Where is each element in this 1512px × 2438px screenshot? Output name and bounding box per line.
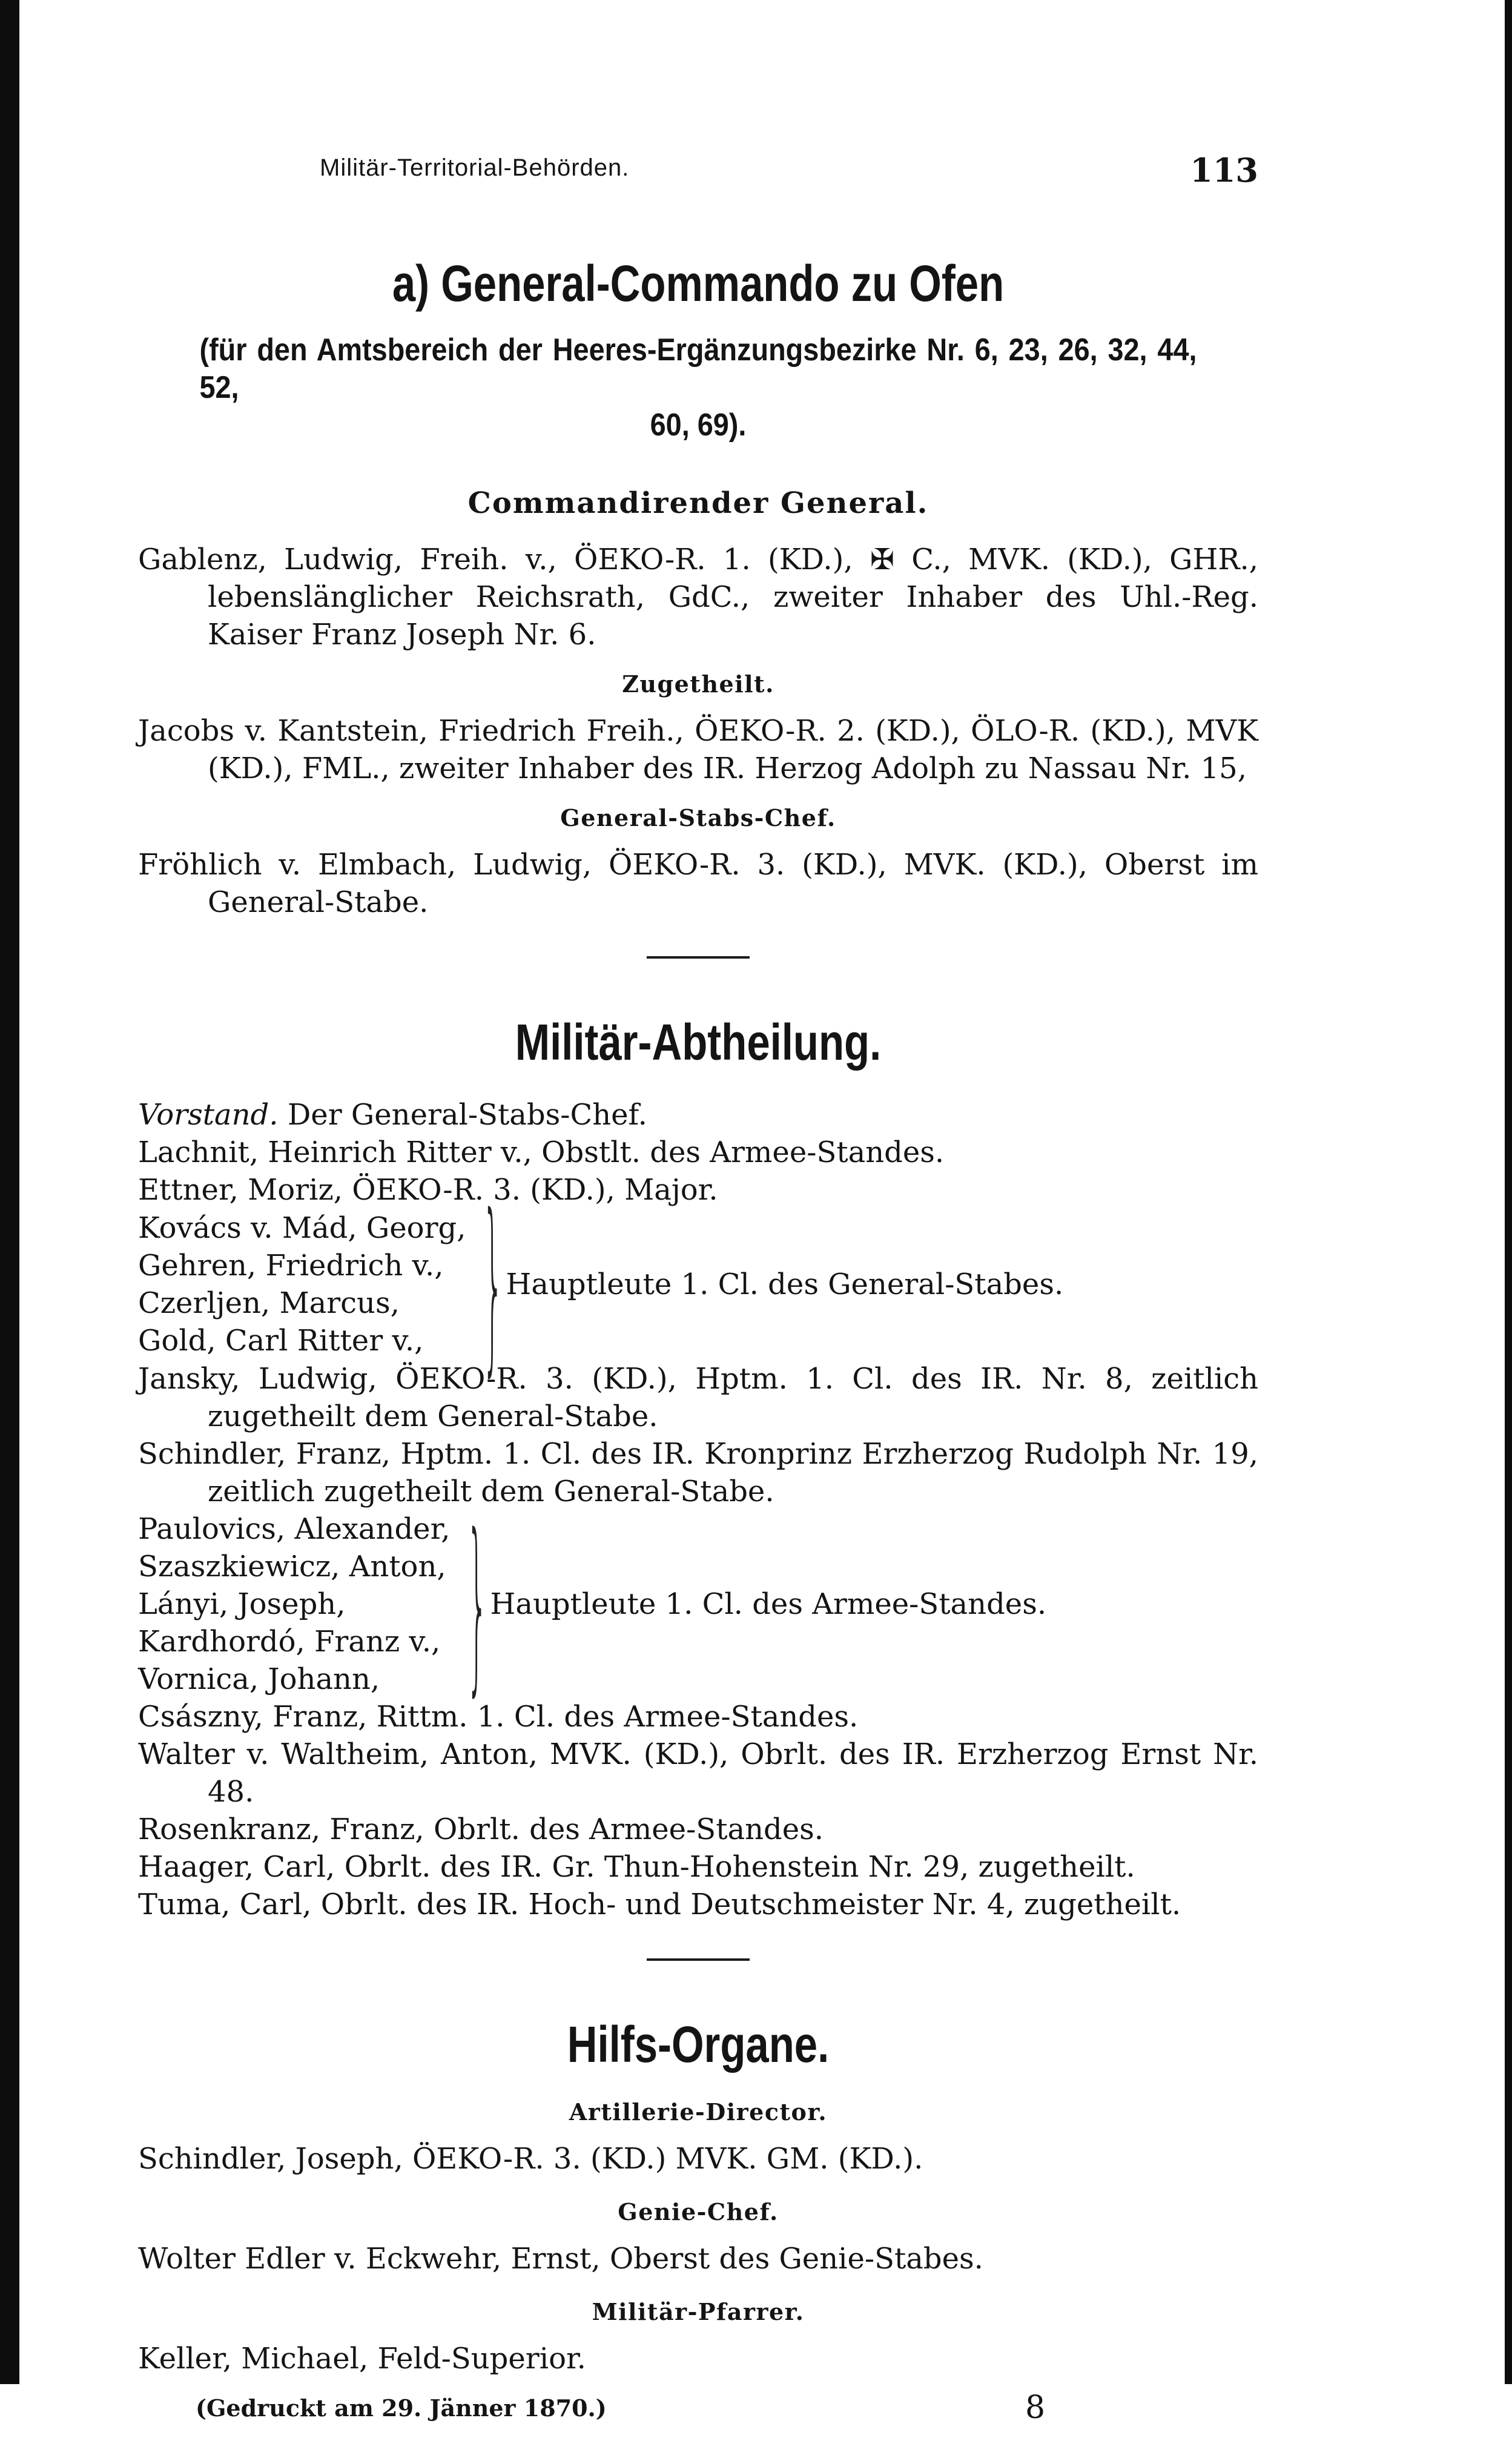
section-divider [647, 956, 750, 959]
engineer-chief-entry: Wolter Edler v. Eckwehr, Ernst, Oberst des Genie-Stabes. [138, 2242, 983, 2276]
list-item: Rosenkranz, Franz, Obrlt. des Armee-Standes. [138, 1812, 824, 1846]
list-item: Lachnit, Heinrich Ritter v., Obstlt. des Armee-Standes. [138, 1135, 945, 1169]
list-item: Czerljen, Marcus, [138, 1286, 400, 1320]
list-item: Tuma, Carl, Obrlt. des IR. Hoch- und Deutschmeister Nr. 4, zugetheilt. [138, 1888, 1181, 1921]
list-item: Kovács v. Mád, Georg, [138, 1211, 466, 1245]
chief-of-staff-entry: Fröhlich v. Elmbach, Ludwig, ÖEKO-R. 3. (KD.), MVK. (KD.), Oberst im General-Stabe. [138, 848, 1258, 919]
commanding-general-entry: Gablenz, Ludwig, Freih. v., ÖEKO-R. 1. (KD.), ✠ C., MVK. (KD.), GHR., lebenslänglicher Reichsrath, GdC., zweiter Inhaber des Uhl.-Reg. Kaiser Franz Joseph Nr. 6. [138, 543, 1258, 652]
attached-entry: Jacobs v. Kantstein, Friedrich Freih., ÖEKO-R. 2. (KD.), ÖLO-R. (KD.), MVK (KD.), FML., zweiter Inhaber des IR. Herzog Adolph zu Nassau Nr. 15, [138, 714, 1258, 785]
engineer-chief-heading: Genie-Chef. [618, 2198, 779, 2225]
scan-right-edge [1505, 0, 1512, 2384]
list-item: Szaszkiewicz, Anton, [138, 1550, 446, 1584]
list-item: Paulovics, Alexander, [138, 1512, 451, 1546]
list-item: Schindler, Franz, Hptm. 1. Cl. des IR. Kronprinz Erzherzog Rudolph Nr. 19, zeitlich zugetheilt dem General-Stabe. [138, 1437, 1258, 1508]
military-chaplain-heading: Militär-Pfarrer. [592, 2298, 805, 2325]
section-a-subtitle-line1: (für den Amtsbereich der Heeres-Ergänzungsbezirke Nr. 6, 23, 26, 32, 44, 52, [199, 332, 1197, 405]
auxiliary-organs-title: Hilfs-Organe. [567, 2016, 830, 2073]
list-item: Ettner, Moriz, ÖEKO-R. 3. (KD.), Major. [138, 1173, 718, 1207]
running-title: Militär-Territorial-Behörden. [320, 154, 630, 181]
chief-of-staff-heading: General-Stabs-Chef. [560, 804, 836, 831]
list-item: Walter v. Waltheim, Anton, MVK. (KD.), Obrlt. des IR. Erzherzog Ernst Nr. 48. [138, 1737, 1258, 1809]
list-item: Gehren, Friedrich v., [138, 1249, 444, 1283]
department-head-entry [138, 1096, 1258, 1134]
signature-mark: 8 [1025, 2390, 1046, 2426]
scan-left-edge [0, 0, 19, 2384]
page-footer [138, 2390, 1258, 2438]
document-page [138, 151, 1258, 2438]
list-item: Vornica, Johann, [138, 1662, 380, 1696]
group-names [138, 1510, 451, 1698]
list-item: Lányi, Joseph, [138, 1587, 346, 1621]
commanding-general-heading: Commandirender General. [467, 486, 929, 520]
attached-heading: Zugetheilt. [622, 670, 774, 698]
list-item: Jansky, Ludwig, ÖEKO-R. 3. (KD.), Hptm. 1. Cl. des IR. Nr. 8, zeitlich zugetheilt dem General-Stabe. [138, 1362, 1258, 1433]
artillery-director-heading: Artillerie-Director. [569, 2098, 828, 2126]
list-item: Császny, Franz, Rittm. 1. Cl. des Armee-Standes. [138, 1700, 859, 1734]
group-names [138, 1209, 466, 1359]
group-label: Hauptleute 1. Cl. des Armee-Standes. [490, 1587, 1047, 1621]
military-chaplain-entry: Keller, Michael, Feld-Superior. [138, 2342, 586, 2376]
right-brace: } [481, 1175, 504, 1393]
list-item: Haager, Carl, Obrlt. des IR. Gr. Thun-Hohenstein Nr. 29, zugetheilt. [138, 1850, 1135, 1884]
list-item: Gold, Carl Ritter v., [138, 1324, 424, 1358]
group-label: Hauptleute 1. Cl. des General-Stabes. [506, 1267, 1064, 1301]
section-a-title: a) General-Commando zu Ofen [392, 255, 1005, 312]
running-header [138, 151, 1258, 197]
department-head-text: Der General-Stabs-Chef. [287, 1098, 647, 1132]
right-brace: } [466, 1495, 488, 1713]
list-item: Kardhordó, Franz v., [138, 1625, 441, 1659]
captains-army-staff-group [138, 1495, 1258, 1713]
page-number: 113 [1190, 151, 1258, 190]
military-department-title: Militär-Abtheilung. [515, 1014, 882, 1071]
section-a-subtitle-line2: 60, 69). [650, 408, 747, 443]
department-head-label: Vorstand. [138, 1098, 279, 1132]
print-date-note: (Gedruckt am 29. Jänner 1870.) [196, 2394, 607, 2422]
artillery-director-entry: Schindler, Joseph, ÖEKO-R. 3. (KD.) MVK. GM. (KD.). [138, 2142, 923, 2176]
section-divider [647, 1958, 750, 1961]
